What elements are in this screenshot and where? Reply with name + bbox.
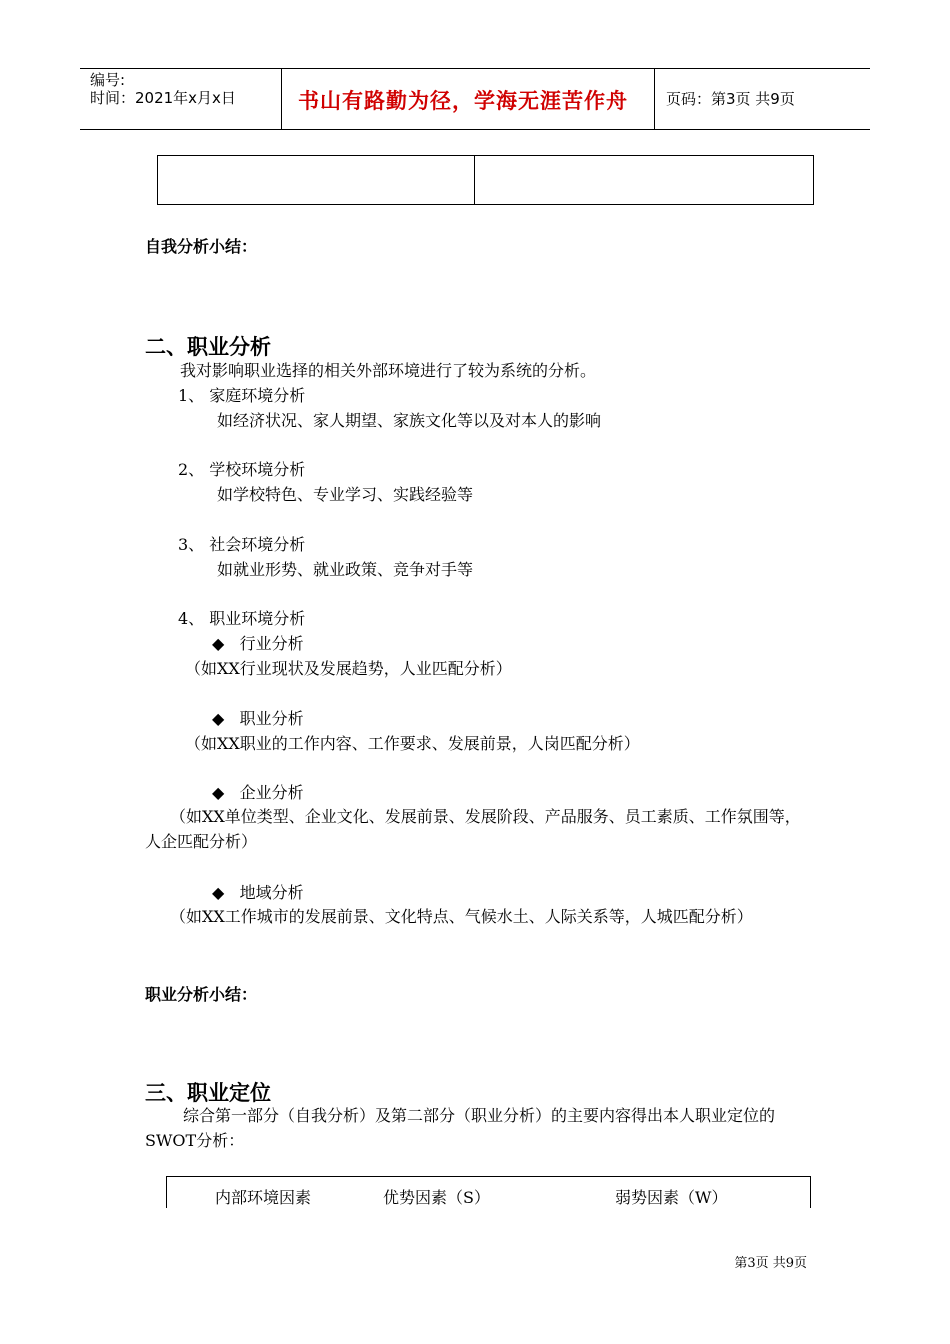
bullet-4-title: 地域分析 xyxy=(239,883,304,902)
bullet-1 xyxy=(212,631,304,654)
item-1-title: 1、 家庭环境分析 xyxy=(178,386,306,405)
top-table xyxy=(157,155,814,205)
item-4-title: 4、 职业环境分析 xyxy=(178,609,306,628)
item-3-desc: 如就业形势、就业政策、竞争对手等 xyxy=(217,560,474,579)
header-page-number: 页码：第3页 共9页 xyxy=(666,90,795,108)
bullet-3-desc: （如XX单位类型、企业文化、发展前景、发展阶段、产品服务、员工素质、工作氛围等，人企匹配分析） xyxy=(145,807,801,851)
bullet-3 xyxy=(212,780,304,803)
section2-intro: 我对影响职业选择的相关外部环境进行了较为系统的分析。 xyxy=(180,361,597,380)
bullet-2 xyxy=(212,706,304,729)
bullet-2-desc: （如XX职业的工作内容、工作要求、发展前景，人岗匹配分析） xyxy=(185,734,640,753)
bullet-2-title: 职业分析 xyxy=(239,709,304,728)
career-analysis-summary: 职业分析小结： xyxy=(145,985,258,1004)
code-label: 编号: xyxy=(90,71,126,89)
header-motto: 书山有路勤为径，学海无涯苦作舟 xyxy=(298,89,628,113)
self-analysis-summary: 自我分析小结： xyxy=(145,237,258,256)
swot-table xyxy=(166,1176,811,1208)
diamond-icon: ◆ xyxy=(212,634,225,653)
section3-intro: 综合第一部分（自我分析）及第二部分（职业分析）的主要内容得出本人职业定位的SWOT分析： xyxy=(145,1106,776,1150)
bullet-1-title: 行业分析 xyxy=(239,634,304,653)
page-footer: 第3页 共9页 xyxy=(734,1256,807,1271)
date-label: 时间：2021年x月x日 xyxy=(90,89,236,107)
bullet-4-desc: （如XX工作城市的发展前景、文化特点、气候水土、人际关系等，人城匹配分析） xyxy=(170,907,753,926)
item-2-title: 2、 学校环境分析 xyxy=(178,460,306,479)
section2-heading: 二、职业分析 xyxy=(145,335,271,359)
swot-header-internal: 内部环境因素 xyxy=(215,1188,312,1207)
swot-header-weaknesses: 弱势因素（W） xyxy=(615,1188,728,1207)
bullet-3-title: 企业分析 xyxy=(239,783,304,802)
bullet-1-desc: （如XX行业现状及发展趋势，人业匹配分析） xyxy=(185,659,512,678)
top-table-divider xyxy=(474,156,475,204)
item-1-desc: 如经济状况、家人期望、家族文化等以及对本人的影响 xyxy=(217,411,602,430)
page-header xyxy=(80,68,870,130)
header-divider-right xyxy=(654,69,655,129)
swot-header-strengths: 优势因素（S） xyxy=(383,1188,490,1207)
diamond-icon: ◆ xyxy=(212,883,225,902)
header-divider-left xyxy=(281,69,282,129)
item-3-title: 3、 社会环境分析 xyxy=(178,535,306,554)
bullet-4 xyxy=(212,880,304,903)
section3-heading: 三、职业定位 xyxy=(145,1081,271,1105)
item-2-desc: 如学校特色、专业学习、实践经验等 xyxy=(217,485,474,504)
diamond-icon: ◆ xyxy=(212,709,225,728)
diamond-icon: ◆ xyxy=(212,783,225,802)
